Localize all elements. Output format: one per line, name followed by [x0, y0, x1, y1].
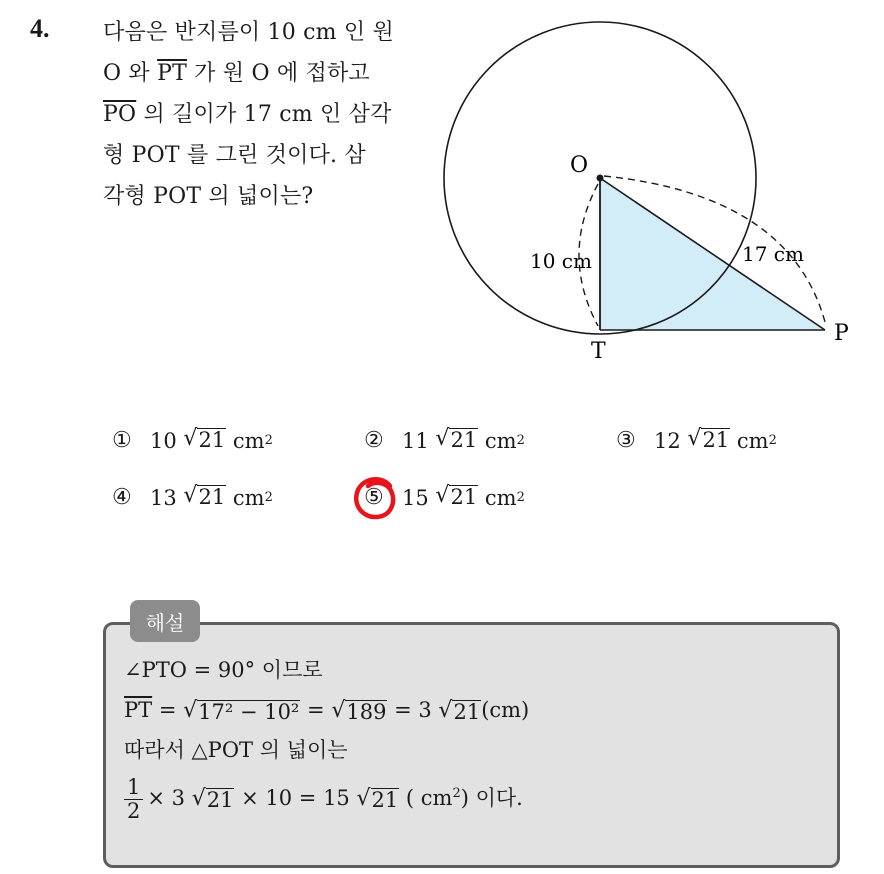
radicand: 21	[371, 788, 399, 813]
question-line-1: 다음은 반지름이 10 cm 인 원	[103, 20, 395, 45]
choice-number: ③	[616, 428, 636, 453]
choice-coef: 10	[150, 428, 177, 453]
choice-2[interactable]: ② 11 √ 21 cm 2	[364, 426, 525, 453]
solution-line-2	[124, 690, 529, 730]
question-line-5: 각형 POT 의 넓이는?	[103, 184, 314, 209]
sqrt	[687, 428, 730, 452]
radicand: 21	[198, 428, 226, 453]
choice-unit: cm	[736, 428, 769, 453]
question-line-4: 형 POT 를 그린 것이다. 삼	[103, 143, 366, 168]
answer-mark-circle	[350, 472, 400, 524]
radicand: 189	[346, 700, 387, 724]
text-fragment: (cm)	[481, 698, 530, 722]
radical-sign: √	[183, 698, 198, 723]
label-t: T	[591, 339, 606, 364]
text-fragment: =	[152, 698, 184, 722]
solution-text	[124, 650, 529, 823]
label-radius: 10 cm	[530, 249, 592, 273]
question-number: 4.	[30, 14, 50, 43]
segment-pt: $\overline{PT}$	[124, 698, 153, 722]
solution-line-1: ∠PTO = 90° 이므로	[124, 658, 323, 682]
question-line-2	[103, 53, 423, 94]
choice-unit: cm	[484, 485, 517, 510]
choice-coef: 13	[150, 485, 177, 510]
sqrt	[356, 788, 399, 812]
radical-sign: √	[435, 483, 450, 509]
choice-number: ①	[112, 428, 132, 453]
choice-number-text: ⑤	[364, 485, 384, 510]
sqrt	[192, 788, 235, 812]
text-fragment: ( cm	[399, 786, 453, 811]
denominator: 2	[127, 799, 141, 824]
segment-po: $\overline{PO}$	[103, 102, 137, 127]
text-fragment: × 3	[147, 786, 192, 811]
choice-number: ④	[112, 485, 132, 510]
text-fragment: 가 원 O 에 접하고	[186, 61, 370, 86]
choice-number	[364, 485, 402, 510]
sqrt	[438, 700, 481, 724]
text-fragment: = 3	[387, 698, 439, 722]
choice-coef: 12	[654, 428, 681, 453]
label-o: O	[570, 153, 589, 178]
solution-line-3: 따라서 △POT 의 넓이는	[124, 738, 348, 762]
choice-3[interactable]: ③ 12 √ 21 cm 2	[616, 426, 777, 453]
solution-line-4	[124, 776, 529, 823]
label-p: P	[834, 321, 849, 346]
sqrt	[435, 428, 478, 452]
question-text	[103, 12, 423, 217]
choice-4[interactable]: ④ 13 √ 21 cm 2	[112, 483, 273, 510]
choice-unit: cm	[232, 428, 265, 453]
radicand: 21	[450, 485, 478, 510]
radicand: 21	[206, 788, 234, 813]
exponent: 2	[452, 786, 461, 802]
question-line-3	[103, 94, 423, 135]
center-point	[597, 175, 604, 182]
choice-unit: cm	[484, 428, 517, 453]
radicand: 21	[450, 428, 478, 453]
radicand: 17² − 10²	[198, 700, 300, 724]
text-fragment: O 와	[103, 61, 158, 86]
radicand: 21	[702, 428, 730, 453]
radical-sign: √	[331, 698, 346, 723]
radicand: 21	[453, 700, 481, 724]
fraction	[124, 776, 143, 823]
radical-sign: √	[183, 426, 198, 452]
solution-tag: 해설	[130, 600, 200, 642]
sqrt	[331, 700, 387, 724]
sqrt	[183, 428, 226, 452]
radical-sign: √	[438, 698, 453, 723]
choice-1[interactable]: ① 10 √ 21 cm 2	[112, 426, 273, 453]
radicand: 21	[198, 485, 226, 510]
numerator: 1	[124, 776, 143, 800]
radical-sign: √	[687, 426, 702, 452]
radical-sign: √	[183, 483, 198, 509]
radical-sign: √	[191, 786, 206, 812]
sqrt	[435, 485, 478, 509]
choice-number: ②	[364, 428, 384, 453]
radical-sign: √	[435, 426, 450, 452]
choice-5[interactable]: ⑤ 15 √ 21 cm 2	[364, 485, 525, 510]
label-hypotenuse: 17 cm	[742, 242, 804, 266]
choice-unit: cm	[232, 485, 265, 510]
geometry-figure	[420, 0, 860, 390]
choice-coef: 15	[402, 485, 429, 510]
text-fragment: =	[300, 698, 332, 722]
radical-sign: √	[356, 786, 371, 812]
text-fragment: ) 이다.	[460, 786, 523, 811]
segment-pt: $\overline{PT}$	[157, 61, 187, 86]
text-fragment: × 10 = 15	[234, 786, 357, 811]
choice-coef: 11	[402, 428, 429, 453]
sqrt	[183, 485, 226, 509]
sqrt	[183, 700, 300, 724]
text-fragment: 의 길이가 17 cm 인 삼각	[136, 102, 392, 127]
